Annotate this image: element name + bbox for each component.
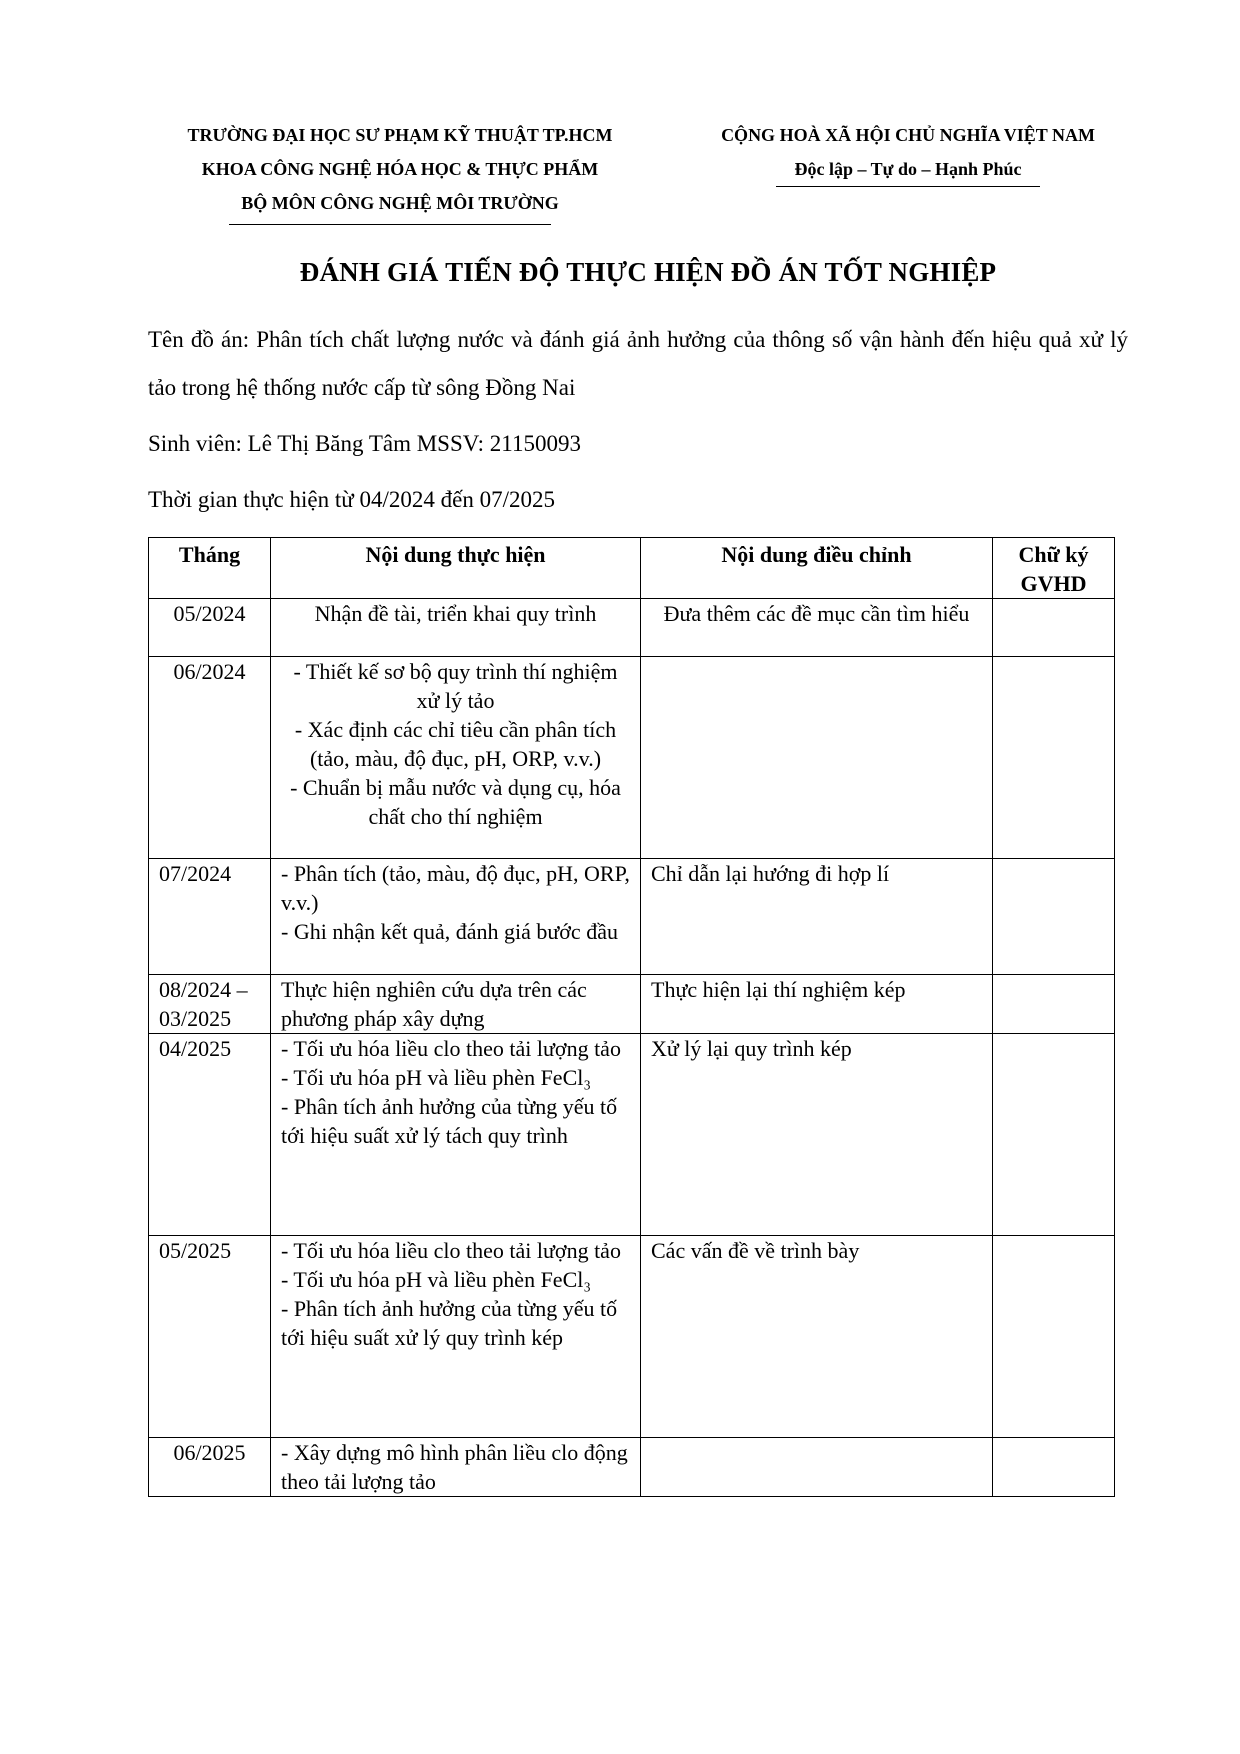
adjust-cell bbox=[641, 599, 993, 657]
content-line: - Xây dựng mô hình phân liều clo động theo tải lượng tảo bbox=[281, 1440, 628, 1494]
content-line: - Tối ưu hóa pH và liều phèn FeCl₃ bbox=[281, 1065, 592, 1090]
adjust-line: Xử lý lại quy trình kép bbox=[651, 1036, 852, 1061]
content-line: - Phân tích ảnh hưởng của từng yếu tố tới hiệu suất xử lý quy trình kép bbox=[281, 1296, 618, 1350]
content-line: - Phân tích ảnh hưởng của từng yếu tố tới hiệu suất xử lý tách quy trình bbox=[281, 1094, 618, 1148]
adjust-cell bbox=[641, 1438, 993, 1497]
table-row bbox=[149, 1438, 1115, 1497]
header-signature: Chữ ký GVHD bbox=[993, 538, 1115, 599]
content-cell bbox=[271, 975, 641, 1034]
project-name: Tên đồ án: Phân tích chất lượng nước và đánh giá ảnh hưởng của thông số vận hành đến hiệu quả xử lý tảo trong hệ thống nước cấp từ sông Đồng Nai bbox=[148, 327, 1128, 400]
content-cell bbox=[271, 657, 641, 859]
table-body bbox=[149, 599, 1115, 1497]
signature-cell[interactable] bbox=[993, 859, 1115, 975]
motto-underline bbox=[776, 186, 1040, 187]
content-line: - Phân tích (tảo, màu, độ đục, pH, ORP, v.v.) bbox=[281, 861, 630, 915]
content-cell bbox=[271, 859, 641, 975]
content-line: - Xác định các chỉ tiêu cần phân tích (tảo, màu, độ đục, pH, ORP, v.v.) bbox=[294, 717, 617, 771]
national-header bbox=[678, 118, 1138, 187]
month-cell: 06/2025 bbox=[149, 1438, 271, 1497]
signature-cell[interactable] bbox=[993, 657, 1115, 859]
adjust-cell bbox=[641, 1236, 993, 1438]
national-title: CỘNG HOÀ XÃ HỘI CHỦ NGHĨA VIỆT NAM bbox=[721, 125, 1095, 145]
content-line: - Tối ưu hóa pH và liều phèn FeCl₃ bbox=[281, 1267, 592, 1292]
header-content: Nội dung thực hiện bbox=[271, 538, 641, 599]
student-info: Sinh viên: Lê Thị Băng Tâm MSSV: 21150093 bbox=[148, 431, 581, 456]
department-name: BỘ MÔN CÔNG NGHỆ MÔI TRƯỜNG bbox=[241, 193, 559, 213]
month-cell: 04/2025 bbox=[149, 1034, 271, 1236]
progress-table bbox=[148, 537, 1115, 1497]
signature-cell[interactable] bbox=[993, 1236, 1115, 1438]
adjust-line: Chỉ dẫn lại hướng đi hợp lí bbox=[651, 861, 890, 886]
table-row bbox=[149, 1034, 1115, 1236]
adjust-cell bbox=[641, 657, 993, 859]
signature-cell[interactable] bbox=[993, 1034, 1115, 1236]
content-cell bbox=[271, 1236, 641, 1438]
header-adjust: Nội dung điều chỉnh bbox=[641, 538, 993, 599]
content-line: Thực hiện nghiên cứu dựa trên các phương pháp xây dựng bbox=[281, 977, 587, 1031]
month-cell: 07/2024 bbox=[149, 859, 271, 975]
university-name: TRƯỜNG ĐẠI HỌC SƯ PHẠM KỸ THUẬT TP.HCM bbox=[187, 125, 613, 145]
institution-underline bbox=[229, 224, 551, 225]
adjust-cell bbox=[641, 859, 993, 975]
content-cell bbox=[271, 1438, 641, 1497]
adjust-cell bbox=[641, 975, 993, 1034]
signature-cell[interactable] bbox=[993, 975, 1115, 1034]
institution-header bbox=[150, 118, 650, 225]
table-row bbox=[149, 599, 1115, 657]
month-cell: 05/2025 bbox=[149, 1236, 271, 1438]
month-cell: 06/2024 bbox=[149, 657, 271, 859]
content-cell bbox=[271, 599, 641, 657]
adjust-cell bbox=[641, 1034, 993, 1236]
table-header-row bbox=[149, 538, 1115, 599]
content-line: - Chuẩn bị mẫu nước và dụng cụ, hóa chất cho thí nghiệm bbox=[290, 775, 621, 829]
table-row bbox=[149, 859, 1115, 975]
content-line: - Ghi nhận kết quả, đánh giá bước đầu bbox=[281, 919, 618, 944]
national-motto: Độc lập – Tự do – Hạnh Phúc bbox=[794, 159, 1022, 179]
adjust-line: Các vấn đề về trình bày bbox=[651, 1238, 860, 1263]
faculty-name: KHOA CÔNG NGHỆ HÓA HỌC & THỰC PHẨM bbox=[201, 159, 599, 179]
document-title: ĐÁNH GIÁ TIẾN ĐỘ THỰC HIỆN ĐỒ ÁN TỐT NGHIỆP bbox=[299, 257, 997, 287]
signature-cell[interactable] bbox=[993, 1438, 1115, 1497]
header-month: Tháng bbox=[149, 538, 271, 599]
content-line: Nhận đề tài, triển khai quy trình bbox=[314, 601, 597, 626]
project-period: Thời gian thực hiện từ 04/2024 đến 07/2025 bbox=[148, 487, 555, 512]
table-row bbox=[149, 657, 1115, 859]
content-line: - Tối ưu hóa liều clo theo tải lượng tảo bbox=[281, 1036, 621, 1061]
signature-cell[interactable] bbox=[993, 599, 1115, 657]
table-row bbox=[149, 975, 1115, 1034]
content-cell bbox=[271, 1034, 641, 1236]
content-line: - Tối ưu hóa liều clo theo tải lượng tảo bbox=[281, 1238, 621, 1263]
table-row bbox=[149, 1236, 1115, 1438]
adjust-line: Thực hiện lại thí nghiệm kép bbox=[651, 977, 906, 1002]
content-line: - Thiết kế sơ bộ quy trình thí nghiệm xử lý tảo bbox=[293, 659, 618, 713]
month-cell: 05/2024 bbox=[149, 599, 271, 657]
adjust-line: Đưa thêm các đề mục cần tìm hiểu bbox=[663, 601, 970, 626]
month-cell: 08/2024 – 03/2025 bbox=[149, 975, 271, 1034]
